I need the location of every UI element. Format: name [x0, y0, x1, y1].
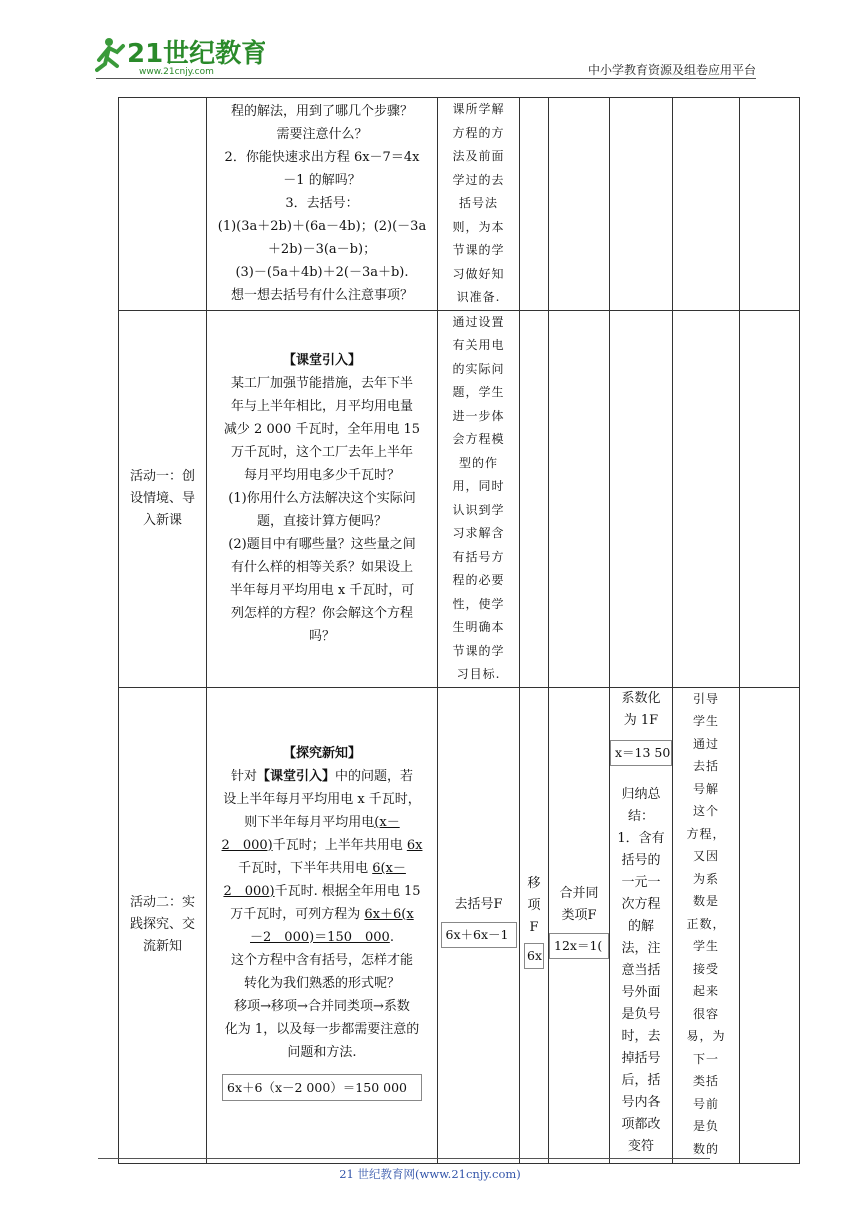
blank-answer: (x－: [374, 814, 400, 830]
stage-line: 设情境、导: [129, 490, 195, 506]
step-cell: [438, 687, 520, 1163]
stage-line: 活动二：实: [129, 895, 195, 910]
step-equation-box: 12x＝1(: [549, 933, 609, 959]
text-line: 有什么样的相等关系？如果设上: [230, 560, 413, 575]
text-line: 2 000)千瓦时；上半年共用电 6x: [221, 837, 423, 853]
step-equation-box: 6x＋6x－1: [441, 922, 517, 948]
site-logo: [95, 34, 265, 78]
text-line: 移项→移项→合并同类项→系数: [234, 998, 410, 1014]
text-line: －2 000)＝150 000.: [250, 929, 394, 945]
text-line: 2 000)千瓦时. 根据全年用电 15: [223, 883, 421, 899]
purpose-cell: 引导 学生 通过 去括 号解 这个 方程， 又因 为系 数是 正数， 学生 接受 起来 很容 易，为 下一 类括 号前 是负 数的: [673, 687, 740, 1163]
step-cell: [549, 687, 610, 1163]
section-heading: 【课堂引入】: [282, 353, 361, 368]
stage-cell: [119, 310, 207, 687]
text-line: 认识到学: [452, 502, 505, 517]
inline-heading: 【课堂引入】: [256, 768, 335, 784]
step-label: 移: [527, 876, 541, 891]
text-line: 括号法: [458, 196, 498, 210]
blank-answer: 6(x－: [372, 860, 406, 876]
text-line: 习做好知: [452, 266, 505, 281]
table-row: [119, 310, 800, 687]
text-line: 这个方程中含有括号，怎样才能: [230, 952, 413, 968]
text-line: (1)你用什么方法解决这个实际问: [228, 491, 416, 506]
step-label: 系数化: [621, 690, 661, 706]
step-label: 合并同: [559, 886, 599, 901]
text-line: 方程的方: [452, 125, 505, 140]
text-line: 每月平均用电多少千瓦时？: [243, 468, 400, 483]
step-equation-box: x＝13 50: [610, 740, 672, 766]
step-cell: [610, 687, 673, 1163]
stage-line: 践探究、交: [129, 917, 195, 932]
text-line: 吗？: [308, 629, 335, 644]
text-line: 节课的学: [452, 243, 505, 257]
text-line: 法及前面: [452, 149, 505, 163]
logo-url: www.21cnjy.com: [139, 67, 214, 77]
stage-cell: [119, 687, 207, 1163]
step-label: F: [529, 920, 539, 935]
text-line: 课所学解: [452, 102, 505, 116]
stage-line: 流新知: [142, 939, 182, 954]
stage-line: 入新课: [142, 512, 182, 528]
logo-text: 21世纪教育: [127, 39, 265, 69]
header-divider: [96, 78, 756, 79]
purpose-cell: [438, 310, 520, 687]
text-line: 则，为本: [452, 219, 505, 234]
stage-cell: [119, 98, 207, 311]
blank-answer: －2 000)＝150 000: [250, 929, 390, 945]
summary-text: 归纳总 结： 1．含有 括号的 一元一 次方程 的解 法，注 意当括 号外面 是负号 时，去 掉括号 后，括 号内各 项都改 变符: [617, 786, 665, 1154]
blank-answer: 2 000): [221, 837, 273, 853]
step-equation-box: 6x: [524, 943, 544, 969]
text-line: 半年每月平均用电 x 千瓦时，可: [229, 583, 415, 598]
text-line: 习求解含: [452, 526, 505, 540]
text-line: 需要注意什么？: [276, 127, 368, 143]
text-line: 生明确本: [452, 620, 505, 634]
text-line: 性，使学: [452, 596, 505, 611]
table-row: [119, 98, 800, 311]
text-line: 年与上半年相比，月平均用电量: [230, 399, 413, 414]
text-line: 列怎样的方程？你会解这个方程: [230, 606, 413, 621]
text-line: 节课的学: [452, 643, 505, 658]
text-line: 则下半年每月平均用电(x－: [244, 814, 400, 830]
text-line: 万千瓦时，可列方程为 6x＋6(x: [230, 906, 414, 922]
text-line: (1)(3a＋2b)＋(6a－4b)；(2)(－3a: [217, 219, 427, 235]
text-line: 会方程模: [452, 432, 505, 446]
content-cell: [207, 687, 438, 1163]
text-line: 化为 1，以及每一步都需要注意的: [224, 1021, 420, 1037]
step-cell: [520, 687, 549, 1163]
step-label: 去括号F: [454, 897, 503, 912]
blank-answer: 6x＋6(x: [364, 906, 414, 922]
text-line: 想一想去括号有什么注意事项？: [230, 288, 413, 304]
text-line: 千瓦时，下半年共用电 6(x－: [238, 860, 406, 876]
text-line: 习目标.: [456, 667, 501, 681]
text-line: 有括号方: [452, 549, 505, 564]
footer-divider: [98, 1158, 710, 1159]
text-line: 型的作: [458, 455, 498, 470]
platform-name: 中小学教育资源及组卷应用平台: [587, 63, 756, 77]
blank-answer: 2 000): [223, 883, 275, 899]
footer-link[interactable]: 21 世纪教育网(www.21cnjy.com): [339, 1167, 521, 1181]
text-line: 程的解法，用到了哪几个步骤？: [230, 104, 413, 120]
text-line: 用，同时: [452, 479, 505, 493]
text-line: 题，学生: [452, 385, 505, 399]
equation-box: 6x＋6（x－2 000）＝150 000: [222, 1074, 422, 1101]
step-label: 为 1F: [623, 712, 659, 728]
text-line: －1 的解吗？: [283, 173, 361, 189]
table-row: [119, 687, 800, 1163]
purpose-cell: [438, 98, 520, 311]
content-cell: [207, 310, 438, 687]
text-line: 针对【课堂引入】中的问题，若: [230, 768, 414, 784]
section-heading: 【探究新知】: [282, 745, 361, 761]
text-line: 通过设置: [452, 314, 505, 329]
text-line: 设上半年每月平均用电 x 千瓦时，: [223, 791, 421, 807]
text-line: ＋2b)－3(a－b)；: [267, 242, 377, 258]
text-line: 某工厂加强节能措施，去年下半: [230, 376, 413, 391]
stage-line: 活动一：创: [129, 468, 195, 484]
text-line: 学过的去: [452, 172, 505, 187]
text-line: (2)题目中有哪些量？这些量之间: [228, 537, 416, 552]
text-line: 2．你能快速求出方程 6x－7＝4x: [224, 150, 420, 166]
lesson-table: [118, 97, 800, 1164]
text-line: 万千瓦时，这个工厂去年上半年: [230, 445, 413, 460]
text-line: 程的必要: [452, 573, 505, 587]
text-line: 有关用电: [452, 338, 505, 352]
text-line: 进一步体: [452, 408, 505, 423]
text-line: 识准备.: [456, 290, 501, 304]
text-line: 3．去括号：: [285, 196, 359, 212]
text-line: 问题和方法.: [287, 1044, 357, 1060]
blank-answer: 6x: [406, 837, 423, 853]
text-line: 的实际问: [452, 361, 505, 376]
step-label: 项: [527, 898, 541, 913]
step-label: 类项F: [561, 908, 597, 923]
text-line: 减少 2 000 千瓦时，全年用电 15: [223, 422, 421, 437]
text-line: (3)－(5a＋4b)＋2(－3a＋b).: [235, 265, 409, 281]
text-line: 转化为我们熟悉的形式呢？: [243, 975, 400, 991]
text-line: 题，直接计算方便吗？: [256, 514, 387, 529]
content-cell: [207, 98, 438, 311]
runner-logo-icon: [95, 34, 265, 78]
